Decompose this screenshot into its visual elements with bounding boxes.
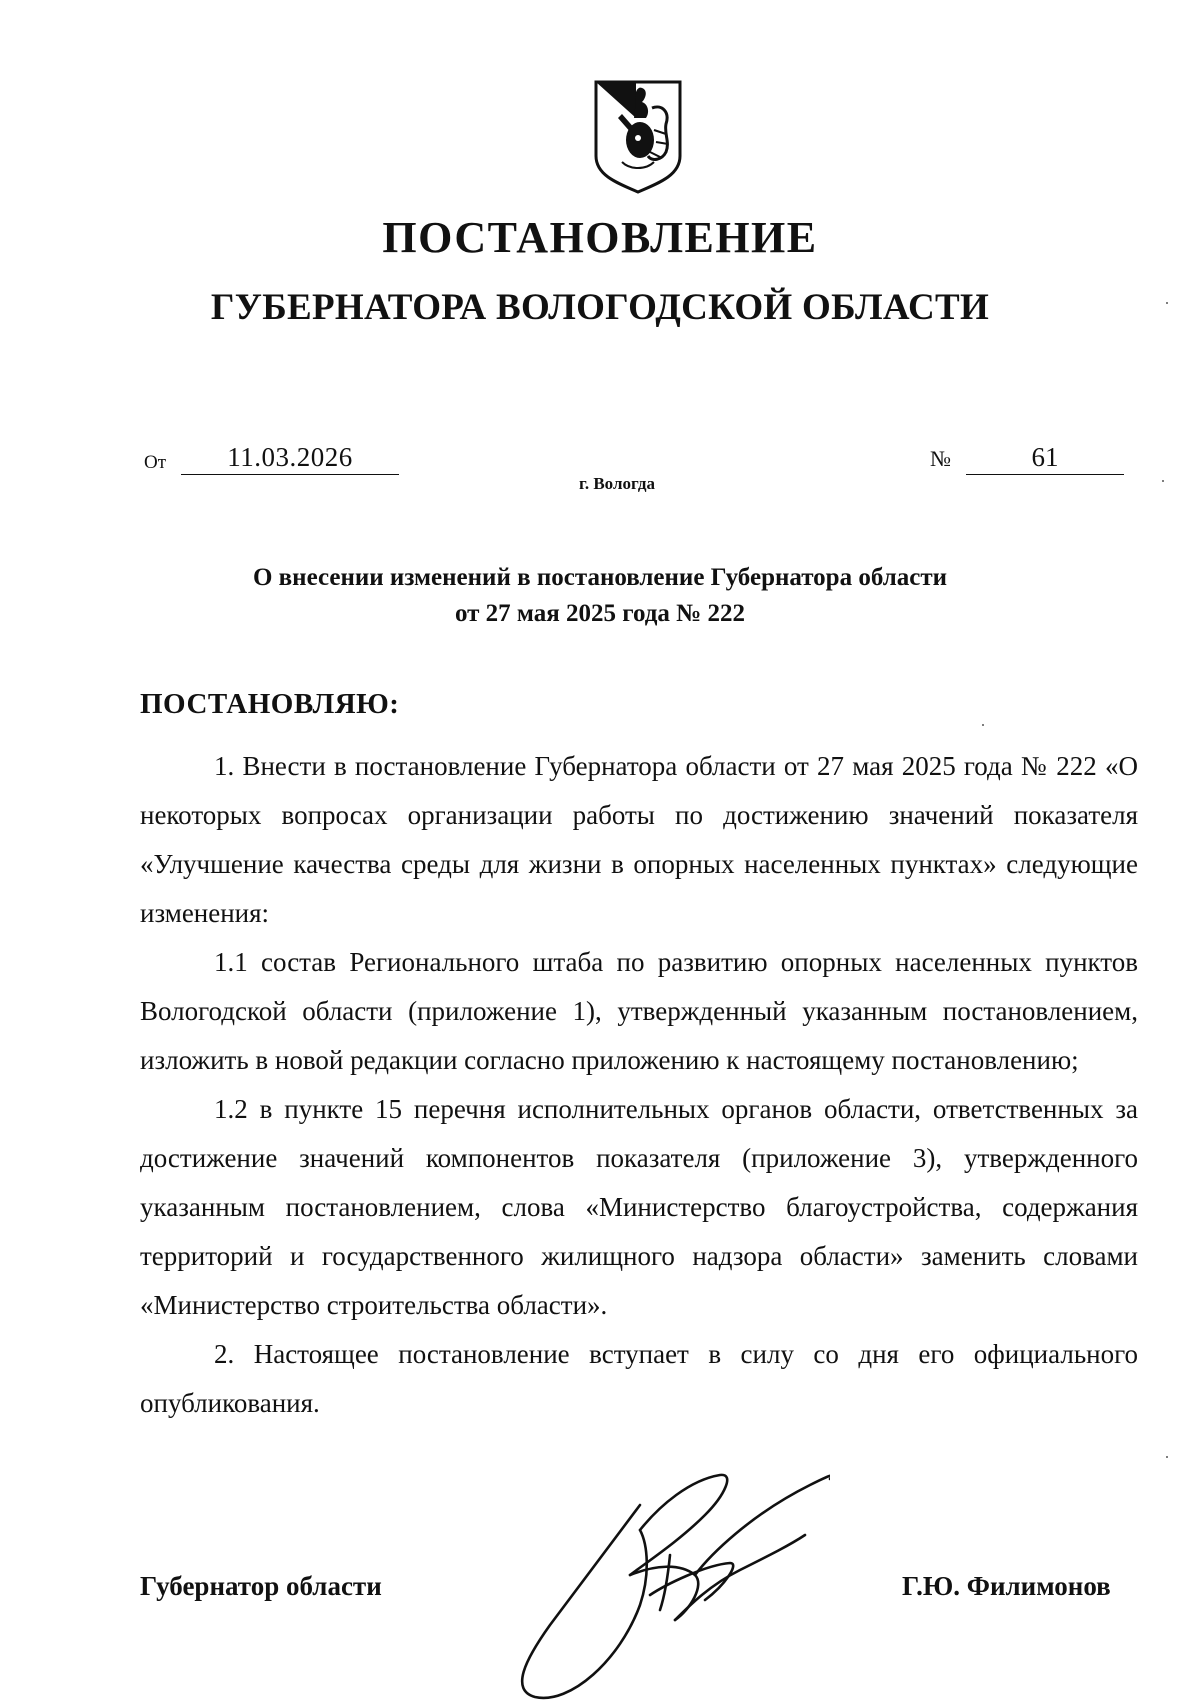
document-subject [0,560,1200,632]
handwritten-signature [490,1435,830,1705]
scan-speck [1166,302,1168,304]
scan-speck [982,724,984,726]
city-label: г. Вологда [579,474,655,493]
number-label: № [930,446,951,471]
number-value: 61 [966,440,1124,475]
decree-heading: ПОСТАНОВЛЯЮ: [140,688,400,720]
signatory-name: Г.Ю. Филимонов [902,1571,1111,1601]
date-value: 11.03.2026 [181,440,399,475]
paragraph: 1.1 состав Регионального штаба по развитию опорных населенных пунктов Вологодской области (приложение 1), утвержденный указанным постановлением, изложить в новой редакции согласно приложению к настоящему постановлению; [140,947,1138,1075]
paragraph: 2. Настоящее постановление вступает в силу со дня его официального опубликования. [140,1339,1138,1418]
coat-of-arms-icon [592,78,684,196]
document-subtitle: ГУБЕРНАТОРА ВОЛОГОДСКОЙ ОБЛАСТИ [210,287,990,328]
scan-speck [1162,480,1164,482]
scan-speck [1166,1456,1168,1458]
paragraph: 1.2 в пункте 15 перечня исполнительных органов области, ответственных за достижение значений компонентов показателя (приложение 3), утвержденного указанным постановлением, слова «Министерство благоустройства, содержания территорий и государственного жилищного надзора области» заменить словами «Министерство строительства области». [140,1094,1138,1320]
date-label: От [144,452,167,473]
signatory-role: Губернатор области [140,1571,382,1601]
subject-line-1: О внесении изменений в постановление Губернатора области [252,564,948,591]
paragraph: 1. Внести в постановление Губернатора области от 27 мая 2025 года № 222 «О некоторых вопросах организации работы по достижению значений показателя «Улучшение качества среды для жизни в опорных населенных пунктах» следующие изменения: [140,751,1138,928]
document-title: ПОСТАНОВЛЕНИЕ [382,213,818,262]
subject-line-2: от 27 мая 2025 года № 222 [454,600,746,627]
document-body [140,742,1138,1428]
